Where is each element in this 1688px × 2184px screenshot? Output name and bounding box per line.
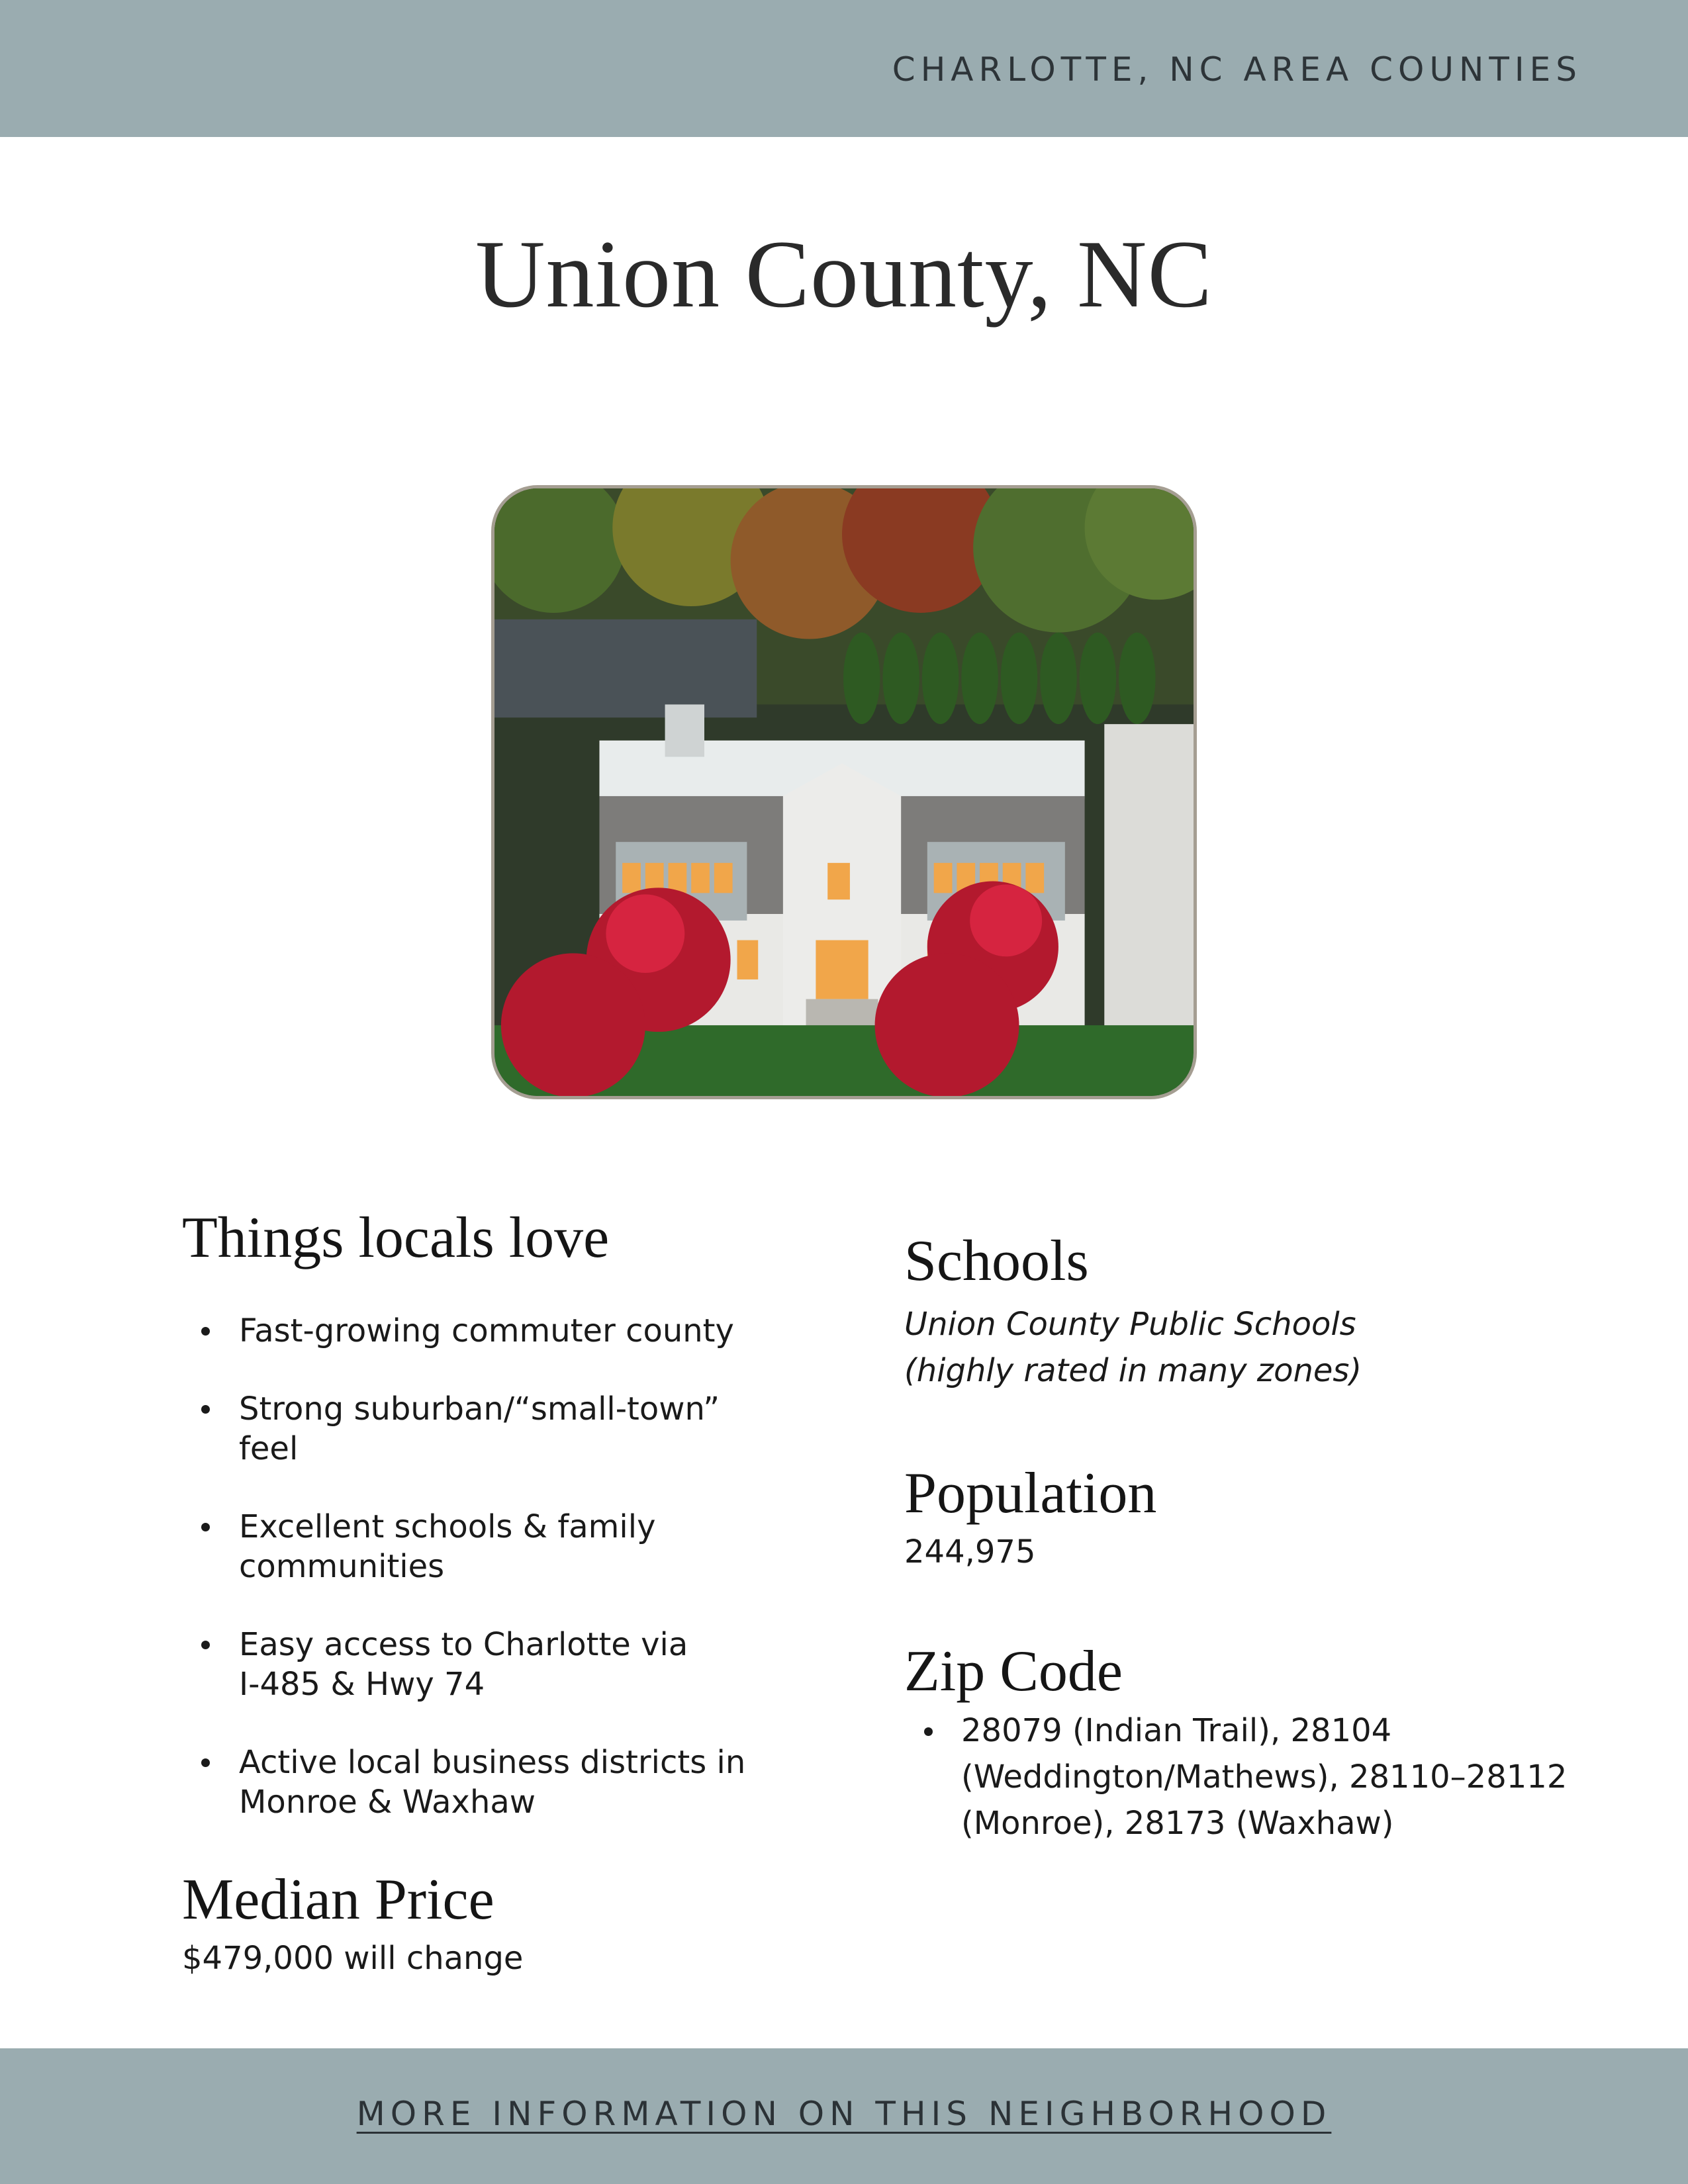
list-item: Fast-growing commuter county	[182, 1311, 742, 1351]
more-info-link[interactable]: MORE INFORMATION ON THIS NEIGHBORHOOD	[356, 2095, 1332, 2133]
population-section	[904, 1460, 1599, 1572]
facts-column	[904, 1228, 1599, 1846]
population-value: 244,975	[904, 1533, 1036, 1570]
zip-code-heading: Zip Code	[904, 1639, 1123, 1704]
list-item: Strong suburban/“small-town” feel	[182, 1389, 742, 1469]
header-band	[0, 0, 1688, 137]
population-heading: Population	[904, 1461, 1157, 1525]
things-locals-love-list	[182, 1311, 778, 1822]
list-item: Excellent schools & family communities	[182, 1507, 742, 1586]
median-price-value: $479,000 will change	[182, 1940, 524, 1977]
schools-heading: Schools	[904, 1229, 1089, 1293]
list-item: Active local business districts in Monroe & Waxhaw	[182, 1743, 782, 1822]
footer-band	[0, 2048, 1688, 2184]
things-locals-love-section	[182, 1205, 778, 1860]
list-item: Easy access to Charlotte via I-485 & Hwy 74	[182, 1625, 716, 1704]
things-locals-love-heading: Things locals love	[182, 1206, 610, 1270]
page-title: Union County, NC	[475, 220, 1213, 328]
header-region-label: CHARLOTTE, NC AREA COUNTIES	[892, 50, 1582, 89]
house-photo	[491, 485, 1197, 1099]
zip-code-list	[904, 1707, 1599, 1846]
median-price-section	[182, 1866, 844, 1978]
zip-code-section	[904, 1638, 1599, 1846]
median-price-heading: Median Price	[182, 1868, 494, 1932]
list-item: 28079 (Indian Trail), 28104 (Weddington/Mathews), 28110–28112 (Monroe), 28173 (Waxhaw)	[904, 1707, 1599, 1846]
schools-section	[904, 1228, 1599, 1394]
schools-value: Union County Public Schools (highly rated in many zones)	[904, 1306, 1362, 1389]
